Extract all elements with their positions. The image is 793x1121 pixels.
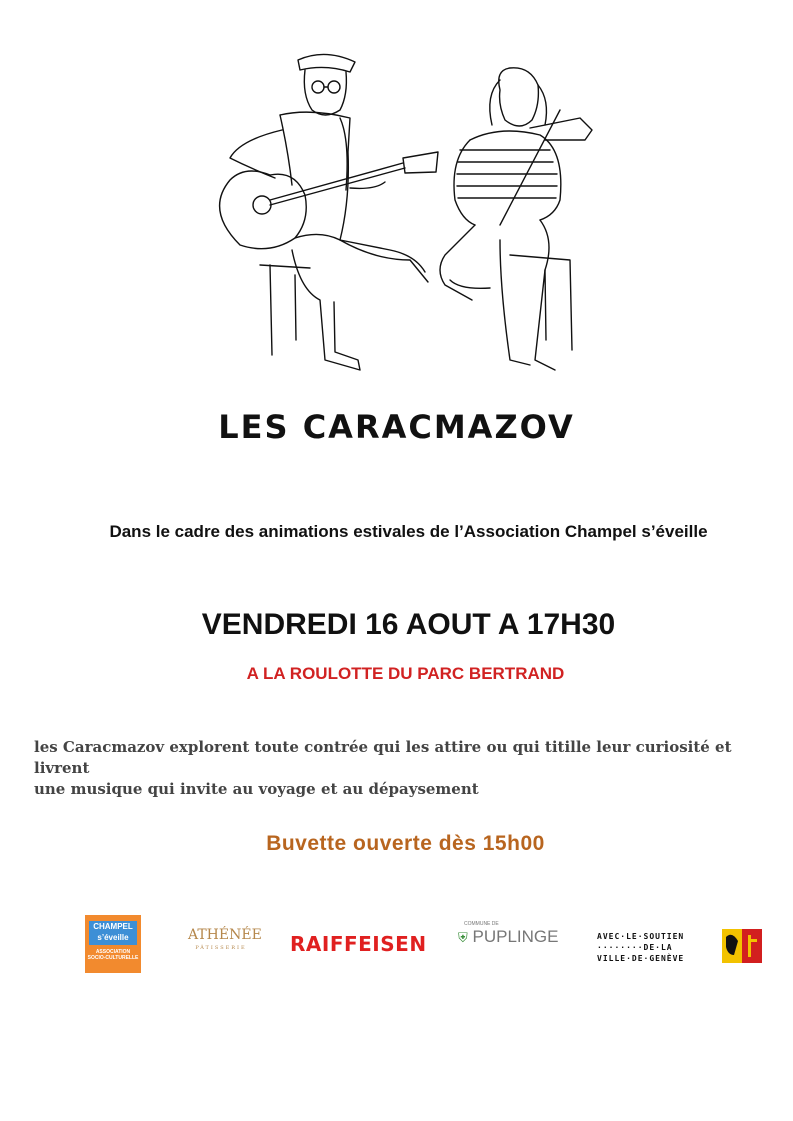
description-line-2: une musique qui invite au voyage et au dépaysement <box>34 780 479 798</box>
geneve-line-1: AVEC·LE·SOUTIEN <box>597 932 685 941</box>
geneve-crest-icon <box>720 927 766 965</box>
musicians-drawing <box>200 40 620 390</box>
athenee-logo <box>188 927 262 951</box>
athenee-logo-name: ATHÉNÉE <box>188 927 262 943</box>
sponsor-logos <box>0 905 793 985</box>
geneve-line-3: VILLE·DE·GENÈVE <box>597 954 685 963</box>
puplinge-logo <box>458 921 559 947</box>
event-title: LES CARACMAZOV <box>218 408 575 446</box>
geneve-line-2: ········DE·LA <box>597 943 673 952</box>
athenee-logo-sub: PÂTISSERIE <box>195 945 247 951</box>
puplinge-logo-small: COMMUNE DE <box>464 921 499 927</box>
champel-logo <box>85 915 141 973</box>
event-description <box>34 737 774 800</box>
description-line-1: les Caracmazov explorent toute contrée qui les attire ou qui titille leur curiosité et livrent <box>34 738 732 777</box>
event-context: Dans le cadre des animations estivales de l’Association Champel s’éveille <box>109 522 708 541</box>
geneve-support-logo <box>597 931 719 964</box>
buvette-notice: Buvette ouverte dès 15h00 <box>266 832 545 855</box>
raiffeisen-logo: RAIFFEISEN <box>290 932 427 956</box>
champel-logo-line2: s’éveille <box>97 933 129 942</box>
violinist-figure <box>440 68 592 370</box>
event-date: VENDREDI 16 AOUT A 17H30 <box>201 608 616 641</box>
event-venue: A LA ROULOTTE DU PARC BERTRAND <box>246 664 565 683</box>
puplinge-shield-icon: ⛨ <box>458 930 468 945</box>
puplinge-logo-name: PUPLINGE <box>472 927 559 946</box>
guitarist-figure <box>220 54 438 370</box>
champel-logo-line1: CHAMPEL <box>93 922 133 931</box>
champel-logo-sub: ASSOCIATION SOCIO-CULTURELLE <box>87 949 139 961</box>
